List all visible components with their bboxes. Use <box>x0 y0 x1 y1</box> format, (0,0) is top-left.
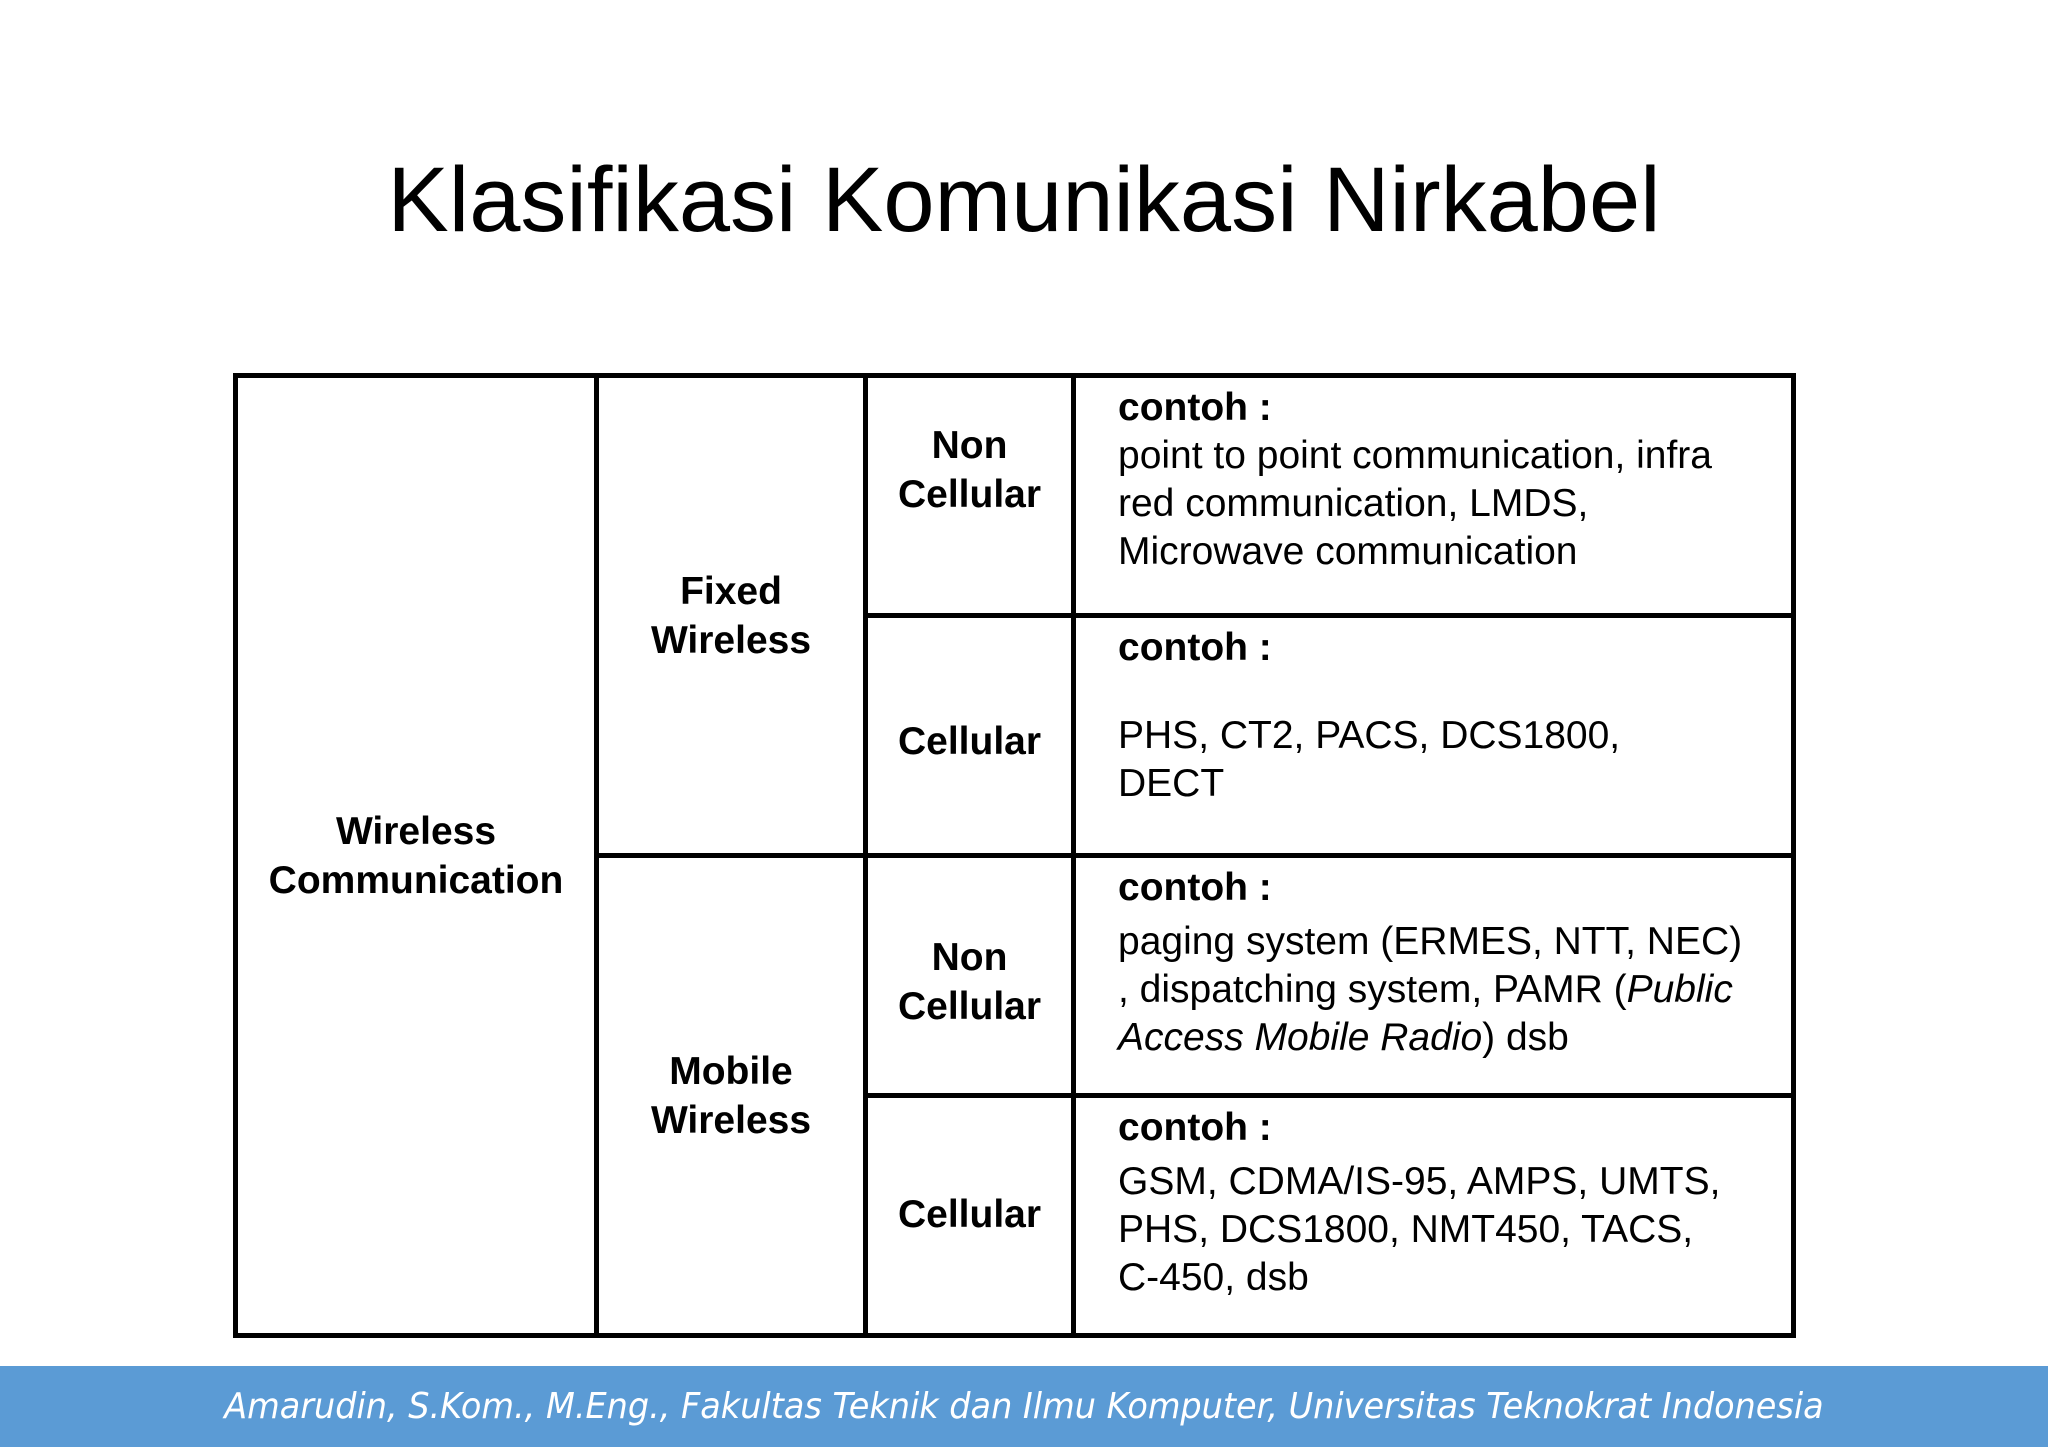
root-category-line: Wireless <box>335 809 497 853</box>
mobile-wireless-cell <box>597 856 866 1336</box>
fixed-wireless-line: Wireless <box>650 618 812 662</box>
type-cell <box>866 856 1074 1096</box>
example-italic-text: Public <box>1626 968 1733 1011</box>
example-line: GSM, CDMA/IS-95, AMPS, UMTS, <box>1118 1160 1721 1203</box>
example-line: Microwave communication <box>1118 530 1578 573</box>
example-label: contoh : <box>1118 1106 1272 1149</box>
example-label: contoh : <box>1118 866 1272 909</box>
root-category-cell <box>236 376 597 1336</box>
fixed-wireless-cell <box>597 376 866 856</box>
type-line: Cellular <box>897 472 1042 516</box>
type-cell <box>866 616 1074 856</box>
type-line: Cellular <box>897 1193 1042 1236</box>
example-text: , dispatching system, PAMR ( <box>1118 968 1627 1011</box>
example-line: red communication, LMDS, <box>1118 482 1589 525</box>
classification-table <box>233 373 1796 1338</box>
type-line: Cellular <box>897 720 1042 763</box>
example-italic-text: Access Mobile Radio <box>1118 1016 1483 1059</box>
mobile-wireless-line: Mobile <box>669 1049 793 1093</box>
example-line: PHS, DCS1800, NMT450, TACS, <box>1118 1208 1694 1251</box>
mobile-wireless-line: Wireless <box>650 1098 812 1142</box>
example-cell <box>1074 376 1794 616</box>
slide-title: Klasifikasi Komunikasi Nirkabel <box>387 149 1661 251</box>
example-line <box>1118 966 1791 1014</box>
type-line: Non <box>931 935 1008 979</box>
example-line: paging system (ERMES, NTT, NEC) <box>1118 920 1743 963</box>
root-category-line: Communication <box>268 858 564 902</box>
fixed-wireless-line: Fixed <box>680 569 782 613</box>
type-cell <box>866 1096 1074 1336</box>
example-line: C-450, dsb <box>1118 1256 1309 1299</box>
footer-bar <box>0 1366 2048 1447</box>
table-row <box>236 376 1794 616</box>
example-cell <box>1074 856 1794 1096</box>
type-line: Non <box>931 423 1008 467</box>
type-cell <box>866 376 1074 616</box>
example-line: DECT <box>1118 762 1225 805</box>
type-line: Cellular <box>897 984 1042 1028</box>
example-label: contoh : <box>1118 386 1272 429</box>
footer-credit: Amarudin, S.Kom., M.Eng., Fakultas Teknik dan Ilmu Komputer, Universitas Teknokrat Indonesia <box>224 1386 1824 1427</box>
example-text: ) dsb <box>1482 1016 1569 1059</box>
example-label: contoh : <box>1118 626 1272 669</box>
example-line: PHS, CT2, PACS, DCS1800, <box>1118 714 1621 757</box>
example-cell <box>1074 1096 1794 1336</box>
example-line: point to point communication, infra <box>1118 434 1712 477</box>
example-line <box>1118 1014 1791 1062</box>
example-cell <box>1074 616 1794 856</box>
